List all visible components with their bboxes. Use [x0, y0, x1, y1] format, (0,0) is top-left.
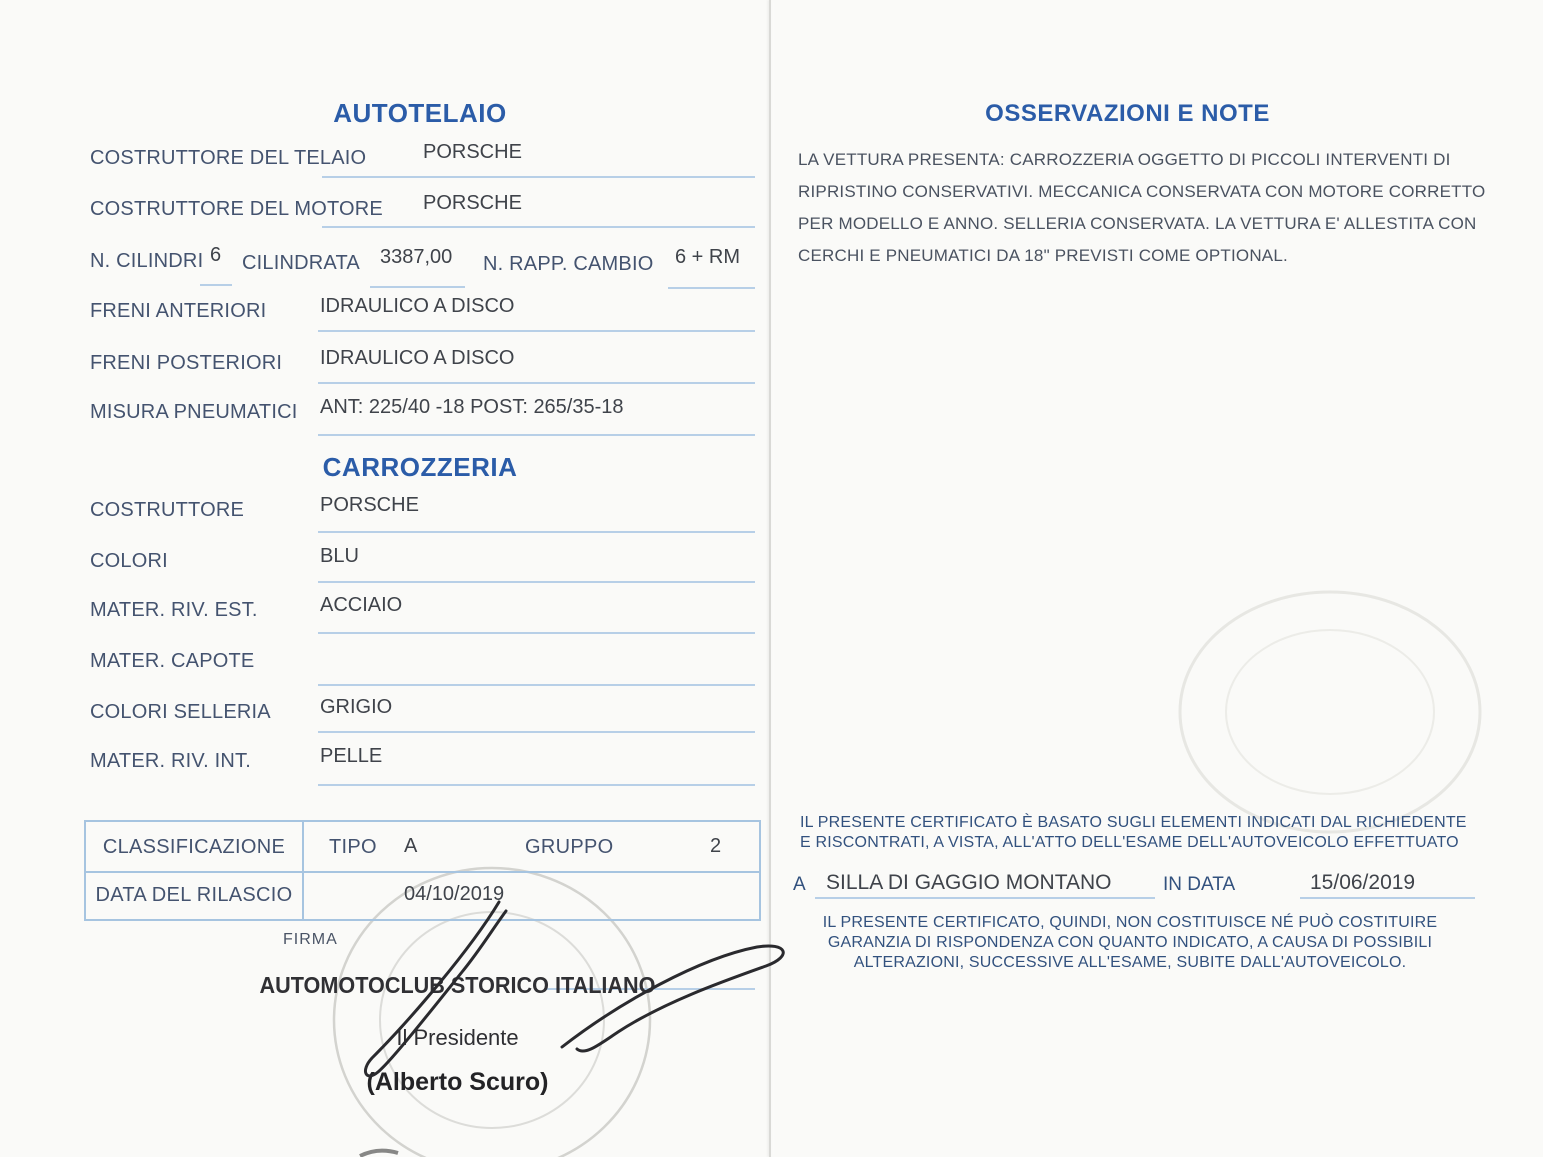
field-value-cilindrata: 3387,00: [380, 246, 453, 268]
field-value-rapp-cambio: 6 + RM: [675, 246, 741, 268]
certificate-statement2-line2: GARANZIA DI RISPONDENZA CON QUANTO INDICATO, A CAUSA DI POSSIBILI: [827, 934, 1433, 951]
place-underline: [815, 897, 1155, 899]
field-underline: [318, 581, 755, 583]
field-underline: [318, 784, 755, 786]
autotelaio-section-title: AUTOTELAIO: [333, 98, 507, 128]
gruppo-value: 2: [710, 835, 722, 857]
field-label-mater-capote: MATER. CAPOTE: [90, 650, 255, 672]
tipo-value: A: [404, 835, 418, 857]
gruppo-label: GRUPPO: [525, 836, 614, 858]
tipo-label: TIPO: [329, 836, 377, 858]
stamp-edge-mark: [360, 1151, 398, 1156]
field-label-freni-posteriori: FRENI POSTERIORI: [90, 352, 283, 374]
field-underline: [322, 226, 755, 228]
org-stamp-text: AUTOMOTOCLUB STORICO ITALIANO: [259, 972, 656, 998]
field-value-mater-riv-int: PELLE: [320, 745, 383, 767]
place-value: SILLA DI GAGGIO MONTANO: [826, 871, 1112, 894]
field-label-costruttore-motore: COSTRUTTORE DEL MOTORE: [90, 198, 383, 220]
data-rilascio-label: DATA DEL RILASCIO: [95, 884, 293, 906]
field-underline: [200, 284, 232, 286]
field-label-rapp-cambio: N. RAPP. CAMBIO: [483, 253, 654, 275]
field-label-cilindrata: CILINDRATA: [242, 252, 360, 274]
field-value-costruttore-motore: PORSCHE: [423, 192, 522, 214]
field-value-mater-riv-est: ACCIAIO: [320, 594, 403, 616]
field-underline: [318, 330, 755, 332]
field-underline: [322, 176, 755, 178]
dry-seal-outer-ring: [1180, 592, 1480, 832]
field-underline: [318, 731, 755, 733]
field-underline: [318, 632, 755, 634]
osservazioni-line-4: CERCHI E PNEUMATICI DA 18" PREVISTI COME OPTIONAL.: [798, 246, 1288, 265]
field-label-costruttore-telaio: COSTRUTTORE DEL TELAIO: [90, 147, 367, 169]
classificazione-label: CLASSIFICAZIONE: [102, 836, 286, 858]
field-underline: [318, 382, 755, 384]
certificate-statement1-line1: IL PRESENTE CERTIFICATO È BASATO SUGLI ELEMENTI INDICATI DAL RICHIEDENTE: [800, 814, 1467, 831]
issue-date-value: 15/06/2019: [1310, 871, 1416, 894]
carrozzeria-section-title: CARROZZERIA: [322, 452, 518, 482]
osservazioni-line-1: LA VETTURA PRESENTA: CARROZZERIA OGGETTO DI PICCOLI INTERVENTI DI: [798, 150, 1451, 169]
osservazioni-line-3: PER MODELLO E ANNO. SELLERIA CONSERVATA. LA VETTURA E' ALLESTITA CON: [798, 214, 1477, 233]
field-label-freni-anteriori: FRENI ANTERIORI: [90, 300, 267, 322]
field-label-n-cilindri: N. CILINDRI: [90, 250, 204, 272]
field-underline: [370, 286, 465, 288]
field-value-freni-anteriori: IDRAULICO A DISCO: [320, 295, 515, 317]
certificate-statement2-line1: IL PRESENTE CERTIFICATO, QUINDI, NON COSTITUISCE NÉ PUÒ COSTITUIRE: [822, 914, 1438, 931]
field-value-costruttore: PORSCHE: [320, 494, 419, 516]
field-value-costruttore-telaio: PORSCHE: [423, 141, 522, 163]
field-value-colori-selleria: GRIGIO: [320, 696, 393, 718]
certificate-statement1-line2: E RISCONTRATI, A VISTA, ALL'ATTO DELL'ESAME DELL'AUTOVEICOLO EFFETTUATO: [800, 834, 1459, 851]
table-row-divider: [86, 871, 759, 873]
place-label: A: [793, 874, 806, 895]
field-value-misura-pneumatici: ANT: 225/40 -18 POST: 265/35-18: [320, 396, 624, 418]
osservazioni-section-title: OSSERVAZIONI E NOTE: [985, 100, 1270, 127]
date-underline: [1300, 897, 1475, 899]
field-value-n-cilindri: 6: [210, 244, 222, 266]
president-name-text: (Alberto Scuro): [366, 1068, 549, 1096]
field-label-colori: COLORI: [90, 550, 168, 572]
field-underline: [318, 684, 755, 686]
field-value-freni-posteriori: IDRAULICO A DISCO: [320, 347, 515, 369]
field-label-mater-riv-int: MATER. RIV. INT.: [90, 750, 252, 772]
field-underline: [668, 287, 755, 289]
dry-seal-inner-ring: [1226, 630, 1434, 794]
field-label-colori-selleria: COLORI SELLERIA: [90, 701, 271, 723]
field-label-misura-pneumatici: MISURA PNEUMATICI: [90, 401, 298, 423]
field-value-colori: BLU: [320, 545, 359, 567]
field-underline: [318, 531, 755, 533]
field-underline: [318, 434, 755, 436]
page-fold-crease: [769, 0, 771, 1157]
firma-label: FIRMA: [283, 931, 338, 948]
president-role-text: Il Presidente: [396, 1025, 519, 1050]
data-rilascio-value: 04/10/2019: [404, 883, 505, 905]
certificate-statement2-line3: ALTERAZIONI, SUCCESSIVE ALL'ESAME, SUBITE DALL'AUTOVEICOLO.: [853, 954, 1407, 971]
field-label-mater-riv-est: MATER. RIV. EST.: [90, 599, 258, 621]
field-label-costruttore: COSTRUTTORE: [90, 499, 245, 521]
osservazioni-line-2: RIPRISTINO CONSERVATIVI. MECCANICA CONSERVATA CON MOTORE CORRETTO: [798, 182, 1486, 201]
classification-table: [84, 820, 761, 921]
in-data-label: IN DATA: [1163, 874, 1236, 895]
